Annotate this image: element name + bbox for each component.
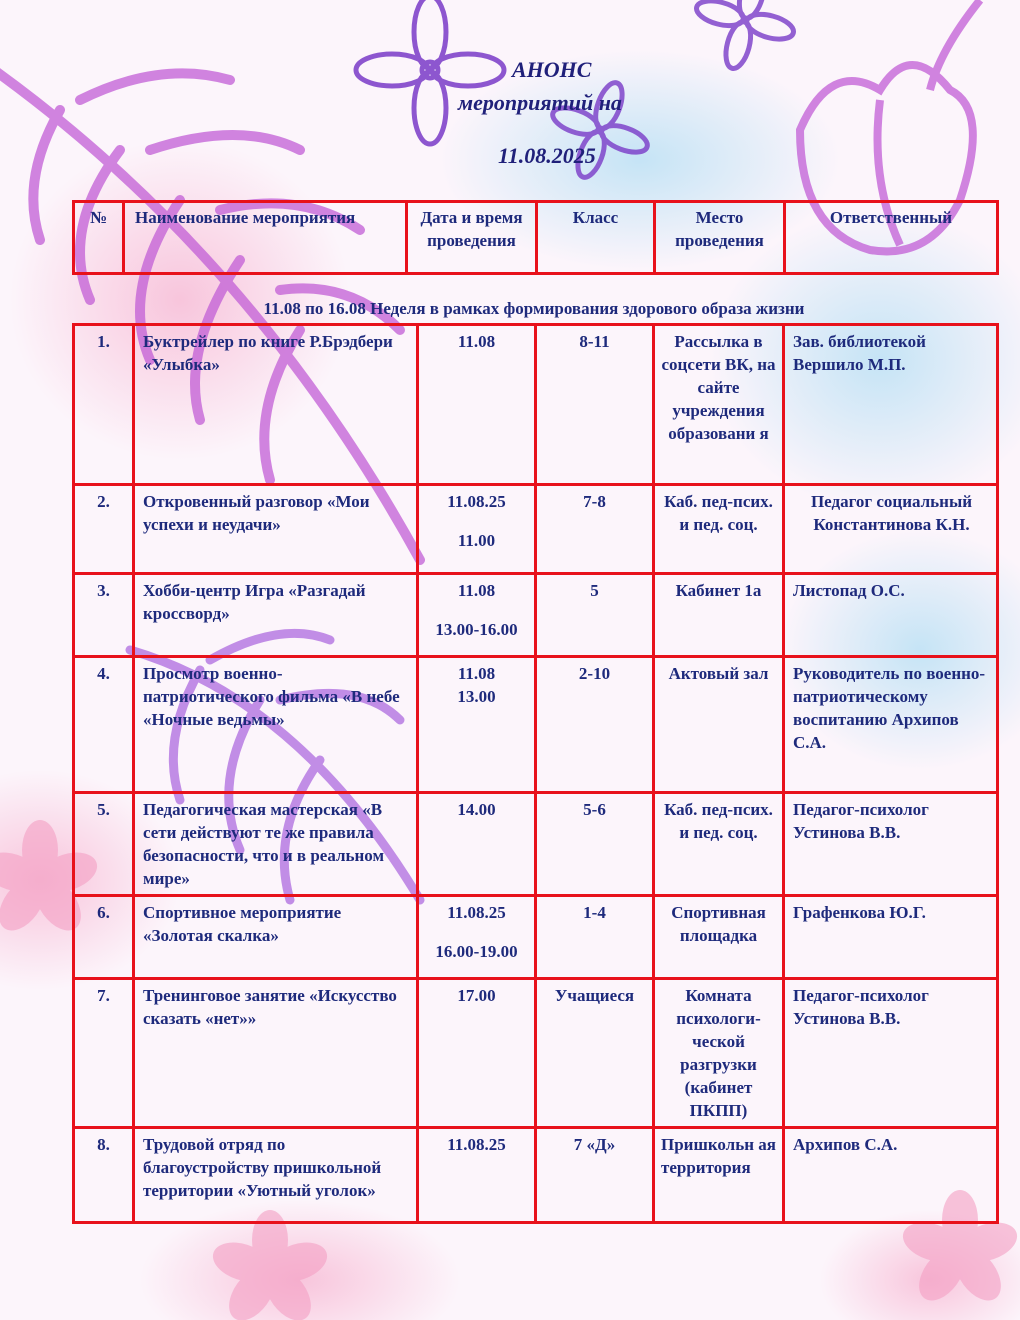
row-date-1: 11.08 bbox=[457, 581, 496, 600]
title-subtitle: мероприятий на bbox=[458, 90, 622, 115]
row-place: Кабинет 1а bbox=[654, 574, 784, 657]
row-num: 4. bbox=[74, 657, 134, 793]
row-num: 6. bbox=[74, 896, 134, 979]
row-date-1: 11.08.25 bbox=[447, 1135, 506, 1154]
header-class: Класс bbox=[537, 202, 655, 274]
row-responsible: Руководитель по военно-патриотическому воспитанию Архипов С.А. bbox=[784, 657, 998, 793]
row-place: Комната психологи-ческой разгрузки (кабинет ПКПП) bbox=[654, 979, 784, 1128]
row-class: 5-6 bbox=[536, 793, 654, 896]
table-row bbox=[74, 896, 998, 979]
table-row bbox=[74, 325, 998, 485]
row-place: Пришкольн ая территория bbox=[654, 1128, 784, 1223]
row-num: 7. bbox=[74, 979, 134, 1128]
header-place: Место проведения bbox=[655, 202, 785, 274]
row-name: Спортивное мероприятие «Золотая скалка» bbox=[134, 896, 418, 979]
row-num: 1. bbox=[74, 325, 134, 485]
row-name: Откровенный разговор «Мои успехи и неудачи» bbox=[134, 485, 418, 574]
row-date bbox=[418, 979, 536, 1128]
header-table bbox=[72, 200, 999, 275]
row-date-2: 13.00 bbox=[457, 687, 496, 706]
row-date-2: 13.00-16.00 bbox=[435, 620, 518, 639]
header-date: Дата и время проведения bbox=[407, 202, 537, 274]
row-place: Актовый зал bbox=[654, 657, 784, 793]
row-num: 3. bbox=[74, 574, 134, 657]
row-name: Буктрейлер по книге Р.Брэдбери «Улыбка» bbox=[134, 325, 418, 485]
row-class: 7-8 bbox=[536, 485, 654, 574]
row-place: Каб. пед-псих. и пед. соц. bbox=[654, 793, 784, 896]
row-date bbox=[418, 574, 536, 657]
row-name: Трудовой отряд по благоустройству пришкольной территории «Уютный уголок» bbox=[134, 1128, 418, 1223]
row-name: Тренинговое занятие «Искусство сказать «нет»» bbox=[134, 979, 418, 1128]
row-date-2: 11.00 bbox=[457, 531, 496, 550]
row-num: 5. bbox=[74, 793, 134, 896]
title-date: 11.08.2025 bbox=[498, 143, 596, 168]
week-banner: 11.08 по 16.08 Неделя в рамках формирования здорового образа жизни bbox=[263, 299, 805, 318]
row-date bbox=[418, 1128, 536, 1223]
header-responsible: Ответственный bbox=[785, 202, 998, 274]
row-responsible: Листопад О.С. bbox=[784, 574, 998, 657]
row-date-1: 11.08.25 bbox=[447, 903, 506, 922]
row-responsible: Педагог-психолог Устинова В.В. bbox=[784, 793, 998, 896]
row-class: Учащиеся bbox=[536, 979, 654, 1128]
row-date-2: 16.00-19.00 bbox=[435, 942, 518, 961]
row-date bbox=[418, 485, 536, 574]
table-row bbox=[74, 793, 998, 896]
row-responsible: Зав. библиотекой Вершило М.П. bbox=[784, 325, 998, 485]
events-table bbox=[72, 323, 999, 1224]
row-responsible: Педагог социальный Константинова К.Н. bbox=[784, 485, 998, 574]
row-name: Просмотр военно-патриотического фильма «В небе «Ночные ведьмы» bbox=[134, 657, 418, 793]
header-row bbox=[74, 202, 998, 274]
row-class: 8-11 bbox=[536, 325, 654, 485]
row-place: Каб. пед-псих. и пед. соц. bbox=[654, 485, 784, 574]
row-name: Педагогическая мастерская «В сети действуют те же правила безопасности, что и в реальном мире» bbox=[134, 793, 418, 896]
row-place: Спортивная площадка bbox=[654, 896, 784, 979]
row-date bbox=[418, 793, 536, 896]
row-date-1: 14.00 bbox=[457, 800, 496, 819]
title-anons: АНОНС bbox=[512, 57, 592, 82]
table-row bbox=[74, 485, 998, 574]
header-name: Наименование мероприятия bbox=[124, 202, 407, 274]
row-date-1: 11.08 bbox=[457, 664, 496, 683]
row-num: 2. bbox=[74, 485, 134, 574]
table-row bbox=[74, 979, 998, 1128]
table-row bbox=[74, 574, 998, 657]
row-responsible: Графенкова Ю.Г. bbox=[784, 896, 998, 979]
row-name: Хобби-центр Игра «Разгадай кроссворд» bbox=[134, 574, 418, 657]
row-date bbox=[418, 657, 536, 793]
row-responsible: Педагог-психолог Устинова В.В. bbox=[784, 979, 998, 1128]
row-class: 7 «Д» bbox=[536, 1128, 654, 1223]
row-date-1: 11.08.25 bbox=[447, 492, 506, 511]
row-date-1: 11.08 bbox=[457, 332, 496, 351]
table-row bbox=[74, 657, 998, 793]
row-num: 8. bbox=[74, 1128, 134, 1223]
row-class: 5 bbox=[536, 574, 654, 657]
row-date-1: 17.00 bbox=[457, 986, 496, 1005]
row-place: Рассылка в соцсети ВК, на сайте учреждения образовани я bbox=[654, 325, 784, 485]
row-class: 2-10 bbox=[536, 657, 654, 793]
row-responsible: Архипов С.А. bbox=[784, 1128, 998, 1223]
header-num: № bbox=[74, 202, 124, 274]
row-date bbox=[418, 896, 536, 979]
row-date bbox=[418, 325, 536, 485]
row-class: 1-4 bbox=[536, 896, 654, 979]
table-row bbox=[74, 1128, 998, 1223]
